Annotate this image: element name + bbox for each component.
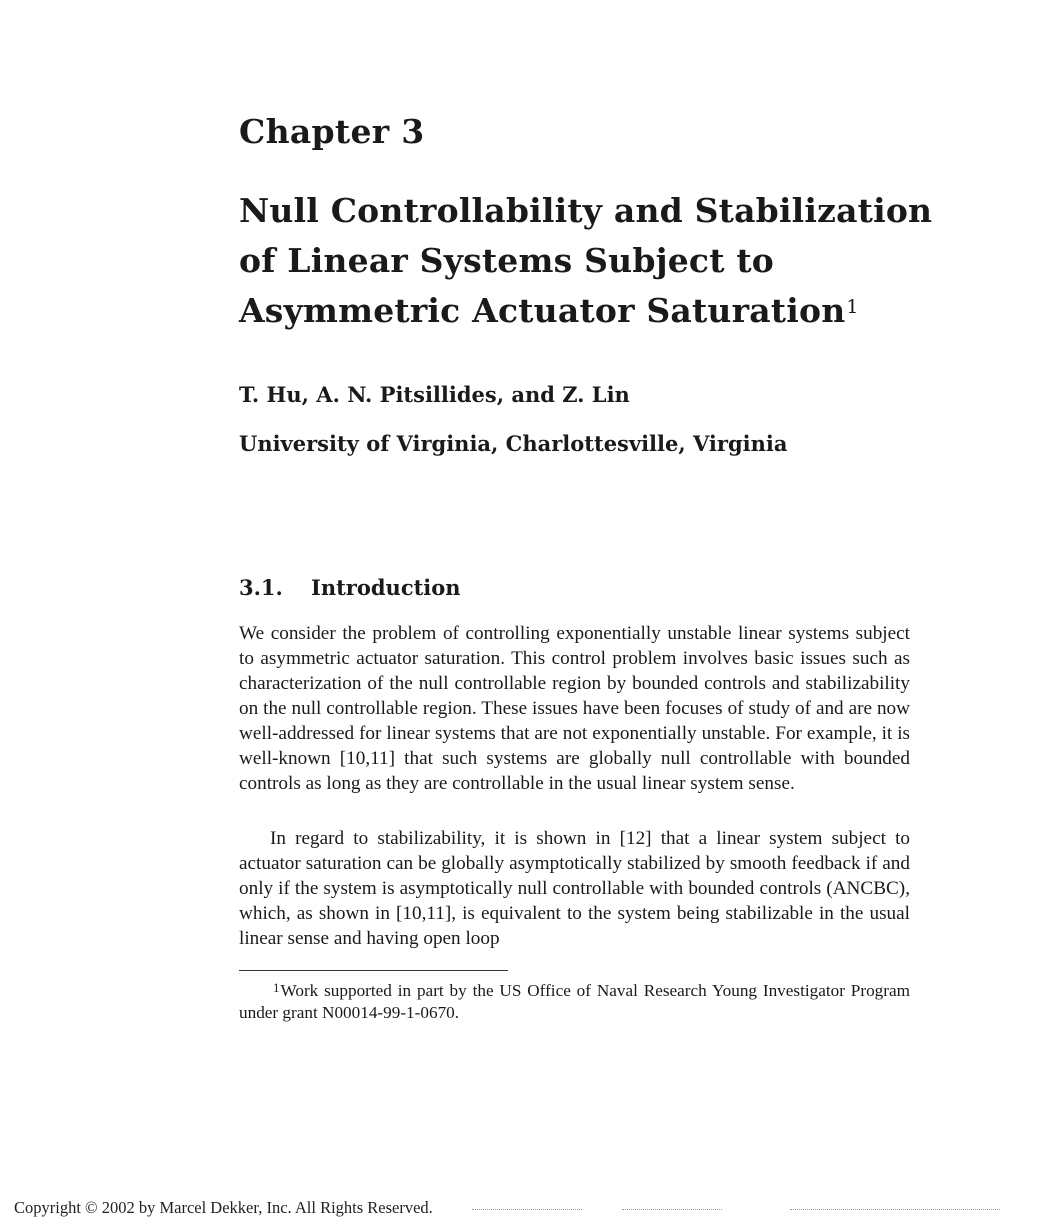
scan-artifact-line	[622, 1209, 722, 1210]
title-line-2: of Linear Systems Subject to	[239, 241, 775, 280]
footnote	[239, 980, 910, 1024]
authors: T. Hu, A. N. Pitsillides, and Z. Lin	[239, 382, 630, 407]
footnote-rule	[239, 970, 508, 971]
section-number: 3.1.	[239, 575, 283, 600]
title-line-1: Null Controllability and Stabilization	[239, 191, 933, 230]
title-line-3	[239, 286, 959, 336]
footnote-text: Work supported in part by the US Office of Naval Research Young Investigator Program under grant N00014-99-1-0670.	[239, 981, 910, 1022]
chapter-title	[239, 186, 959, 336]
scan-artifact-line	[790, 1209, 1000, 1210]
section-heading	[239, 573, 461, 603]
title-footnote-mark: 1	[846, 296, 859, 318]
section-title: Introduction	[311, 575, 461, 600]
chapter-label: Chapter 3	[239, 112, 425, 151]
footnote-mark: 1	[273, 980, 280, 995]
copyright-notice: Copyright © 2002 by Marcel Dekker, Inc. All Rights Reserved.	[14, 1198, 433, 1217]
paragraph-1: We consider the problem of controlling exponentially unstable linear systems subject to asymmetric actuator saturation. This control problem involves basic issues such as characterization of the null controllable region by bounded controls and stabilizability on the null controllable region. These issues have been focuses of study of and are now well-addressed for linear systems that are not exponentially unstable. For example, it is well-known [10,11] that such systems are globally null controllable with bounded controls as long as they are controllable in the usual linear system sense.	[239, 623, 910, 794]
paragraph-2: In regard to stabilizability, it is shown in [12] that a linear system subject to actuator saturation can be globally asymptotically stabilized by smooth feedback if and only if the system is asymptotically null controllable with bounded controls (ANCBC), which, as shown in [10,11], is equivalent to the system being stabilizable in the usual linear sense and having open loop	[239, 828, 910, 949]
title-line-3-text: Asymmetric Actuator Saturation	[239, 291, 846, 330]
scan-artifact-line	[472, 1209, 582, 1210]
affiliation: University of Virginia, Charlottesville, Virginia	[239, 431, 788, 456]
